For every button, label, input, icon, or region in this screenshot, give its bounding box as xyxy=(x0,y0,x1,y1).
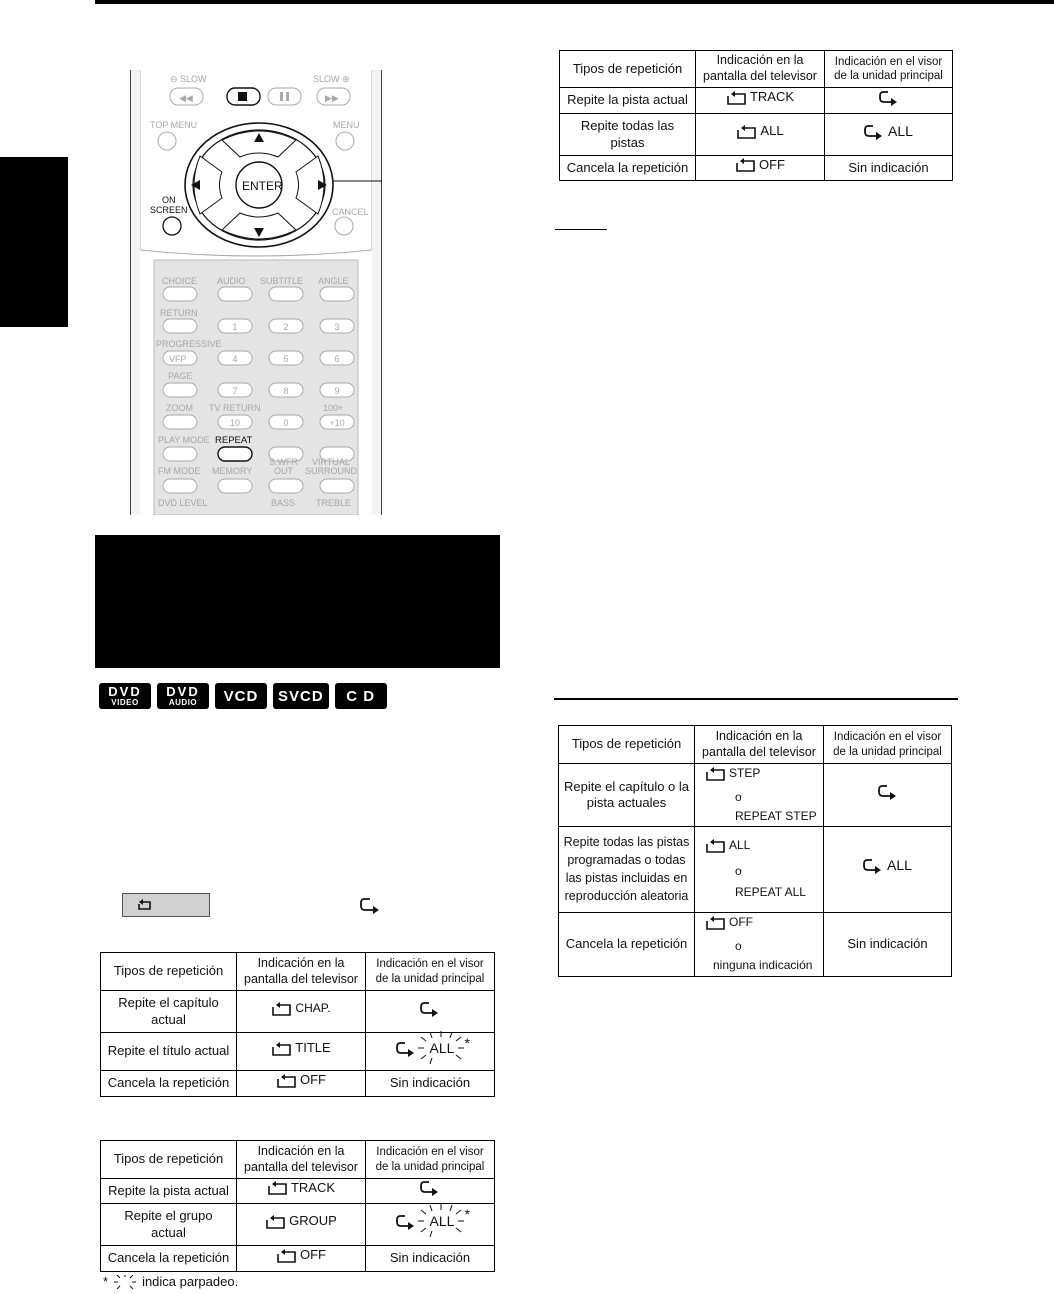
on-screen-label-2: SCREEN xyxy=(150,205,188,215)
row-display xyxy=(366,1179,495,1204)
fm-mode-label: FM MODE xyxy=(158,466,201,476)
header-tv: Indicación en la pantalla del televisor xyxy=(237,1141,366,1179)
slow-plus-label: SLOW ⊕ xyxy=(313,74,350,84)
row-osd: CHAP. xyxy=(237,991,366,1033)
hundred-plus-label: 100+ xyxy=(323,403,344,413)
on-screen-button[interactable] xyxy=(163,217,181,235)
row-display: ALL * xyxy=(366,1204,495,1246)
display-repeat-icon xyxy=(864,123,884,141)
row-display: ALL xyxy=(825,114,953,156)
display-repeat-icon xyxy=(396,1213,416,1231)
row-type: Repite la pista actual xyxy=(560,88,696,114)
repeat-icon xyxy=(271,1041,293,1057)
remote-control-illustration xyxy=(130,70,382,515)
disc-badge-label: VCD xyxy=(223,687,259,705)
remote-button[interactable] xyxy=(218,287,252,301)
row-osd: ALL o REPEAT ALL xyxy=(695,826,824,912)
out-label: OUT xyxy=(274,466,293,476)
angle-label: ANGLE xyxy=(318,276,349,286)
disc-badge-label: C D xyxy=(346,687,376,705)
progressive-label: PROGRESSIVE xyxy=(156,339,222,349)
svg-text:◀◀: ◀◀ xyxy=(179,93,193,103)
row-display: Sin indicación xyxy=(366,1246,495,1272)
subtitle-label: SUBTITLE xyxy=(260,276,304,286)
row-display: Sin indicación xyxy=(824,912,952,976)
virtual-label: VIRTUAL xyxy=(312,457,350,467)
remote-button[interactable] xyxy=(269,287,303,301)
repeat-icon xyxy=(267,1180,289,1196)
row-display xyxy=(825,88,953,114)
disc-badge-sublabel: VIDEO xyxy=(111,698,139,707)
row-osd: OFF xyxy=(237,1246,366,1272)
display-repeat-icon xyxy=(879,89,899,107)
stop-icon xyxy=(238,92,247,101)
remote-button[interactable] xyxy=(218,479,252,493)
repeat-button[interactable] xyxy=(218,447,252,461)
zoom-label: ZOOM xyxy=(166,403,193,413)
page-label: PAGE xyxy=(168,371,193,381)
remote-button[interactable] xyxy=(163,415,197,429)
number-label: 2 xyxy=(283,322,289,332)
disc-badge xyxy=(157,683,209,709)
return-button[interactable] xyxy=(163,319,197,333)
choice-label: CHOICE xyxy=(162,276,198,286)
repeat-icon xyxy=(726,90,748,106)
remote-button[interactable] xyxy=(320,287,354,301)
row-type: Repite todas las pistas xyxy=(560,114,696,156)
number-label: 10 xyxy=(229,418,241,428)
osd-repeat-bar xyxy=(122,893,210,917)
row-type: Repite el grupo actual xyxy=(101,1204,237,1246)
repeat-icon xyxy=(135,897,155,913)
disc-badge-sublabel: AUDIO xyxy=(168,698,198,707)
disc-type-badges xyxy=(99,683,387,709)
display-repeat-icon xyxy=(863,857,883,875)
header-tv: Indicación en la pantalla del televisor xyxy=(695,726,824,764)
disc-badge-label: DVD xyxy=(108,684,142,699)
row-display: ALL * xyxy=(366,1033,495,1071)
row-display xyxy=(366,991,495,1033)
slow-minus-label: ⊖ SLOW xyxy=(170,74,207,84)
note-underline xyxy=(555,229,607,230)
footnote-text: indica parpadeo. xyxy=(142,1274,239,1289)
top-rule xyxy=(95,0,1054,4)
vfp-label: VFP xyxy=(169,354,187,364)
row-display: Sin indicación xyxy=(366,1071,495,1097)
number-label: 1 xyxy=(232,322,238,332)
footnote-star: * xyxy=(103,1274,109,1289)
treble-label: TREBLE xyxy=(316,498,352,508)
header-display: Indicación en el visor de la unidad principal xyxy=(825,51,953,88)
remote-button[interactable] xyxy=(163,383,197,397)
number-label: 5 xyxy=(283,354,289,364)
row-osd: TITLE xyxy=(237,1033,366,1071)
header-display: Indicación en el visor de la unidad principal xyxy=(366,953,495,991)
remote-button[interactable] xyxy=(163,479,197,493)
number-label: 9 xyxy=(334,386,340,396)
display-repeat-icon xyxy=(420,1179,440,1197)
row-osd: ALL xyxy=(696,114,825,156)
header-type: Tipos de repetición xyxy=(101,1141,237,1179)
surround-label: SURROUND xyxy=(305,466,358,476)
header-type: Tipos de repetición xyxy=(101,953,237,991)
header-tv: Indicación en la pantalla del televisor xyxy=(237,953,366,991)
header-type: Tipos de repetición xyxy=(559,726,695,764)
tv-return-label: TV RETURN xyxy=(209,403,261,413)
row-type: Repite el título actual xyxy=(101,1033,237,1071)
row-type: Cancela la repetición xyxy=(101,1246,237,1272)
row-osd: TRACK xyxy=(237,1179,366,1204)
number-label: 7 xyxy=(232,386,238,396)
display-repeat-icon xyxy=(360,896,382,916)
display-repeat-icon xyxy=(420,1000,440,1018)
disc-badge-label: SVCD xyxy=(278,687,324,705)
top-menu-label: TOP MENU xyxy=(150,120,198,130)
repeat-icon xyxy=(736,124,758,140)
repeat-table-vcd xyxy=(559,50,953,181)
row-type: Repite el capítulo actual xyxy=(101,991,237,1033)
blink-rays-icon xyxy=(416,1203,486,1239)
number-label: +10 xyxy=(329,418,345,428)
disc-badge xyxy=(273,683,329,709)
row-display: Sin indicación xyxy=(825,156,953,181)
row-display: ALL xyxy=(824,826,952,912)
repeat-icon xyxy=(705,915,727,931)
remote-button[interactable] xyxy=(269,479,303,493)
repeat-table-dvd-video xyxy=(100,952,495,1097)
row-display xyxy=(824,764,952,827)
repeat-label: REPEAT xyxy=(215,435,253,446)
repeat-icon xyxy=(265,1214,287,1230)
repeat-icon xyxy=(276,1073,298,1089)
return-label: RETURN xyxy=(160,308,198,318)
repeat-table-program xyxy=(558,725,952,977)
section-divider xyxy=(554,698,958,700)
blink-rays-icon xyxy=(416,1030,486,1066)
row-type: Repite todas las pistas programadas o todas las pistas incluidas en reproducción aleatoria xyxy=(559,826,695,912)
number-label: 3 xyxy=(334,322,340,332)
repeat-table-dvd-audio xyxy=(100,1140,495,1272)
header-tv: Indicación en la pantalla del televisor xyxy=(696,51,825,88)
svg-text:▶▶: ▶▶ xyxy=(325,93,339,103)
remote-button[interactable] xyxy=(163,447,197,461)
row-osd: OFF xyxy=(696,156,825,181)
number-label: 4 xyxy=(232,354,238,364)
bass-label: BASS xyxy=(271,498,296,508)
repeat-icon xyxy=(276,1248,298,1264)
row-osd: OFF xyxy=(237,1071,366,1097)
number-label: 6 xyxy=(334,354,340,364)
header-type: Tipos de repetición xyxy=(560,51,696,88)
row-type: Cancela la repetición xyxy=(101,1071,237,1097)
remote-button[interactable] xyxy=(320,479,354,493)
disc-badge-label: DVD xyxy=(166,684,200,699)
menu-label: MENU xyxy=(333,120,360,130)
row-type: Repite la pista actual xyxy=(101,1179,237,1204)
repeat-icon xyxy=(271,1001,293,1017)
on-screen-label-1: ON xyxy=(162,195,176,205)
play-mode-label: PLAY MODE xyxy=(158,435,210,445)
header-display: Indicación en el visor de la unidad principal xyxy=(366,1141,495,1179)
disc-badge xyxy=(335,683,387,709)
remote-button[interactable] xyxy=(163,287,197,301)
row-type: Cancela la repetición xyxy=(560,156,696,181)
section-heading-box xyxy=(95,535,500,668)
blink-rays-icon xyxy=(114,1275,136,1289)
number-label: 8 xyxy=(283,386,289,396)
row-osd: OFF o ninguna indicación xyxy=(695,912,824,976)
audio-label: AUDIO xyxy=(217,276,246,286)
repeat-icon xyxy=(705,838,727,854)
number-label: 0 xyxy=(283,418,289,428)
memory-label: MEMORY xyxy=(212,466,253,476)
row-type: Repite el capítulo o la pista actuales xyxy=(559,764,695,827)
cancel-label: CANCEL xyxy=(332,207,369,217)
enter-label: ENTER xyxy=(242,179,283,193)
disc-badge xyxy=(215,683,267,709)
display-repeat-icon xyxy=(396,1040,416,1058)
row-type: Cancela la repetición xyxy=(559,912,695,976)
disc-badge xyxy=(99,683,151,709)
repeat-icon xyxy=(735,157,757,173)
swfr-label: S.WFR xyxy=(269,457,298,467)
row-osd: STEP o REPEAT STEP xyxy=(695,764,824,827)
row-osd: GROUP xyxy=(237,1204,366,1246)
header-display: Indicación en el visor de la unidad principal xyxy=(824,726,952,764)
repeat-icon xyxy=(705,766,727,782)
section-tab xyxy=(0,157,68,327)
row-osd: TRACK xyxy=(696,88,825,114)
footnote xyxy=(103,1274,238,1289)
dvd-level-label: DVD LEVEL xyxy=(158,498,208,508)
display-repeat-icon xyxy=(878,783,898,801)
